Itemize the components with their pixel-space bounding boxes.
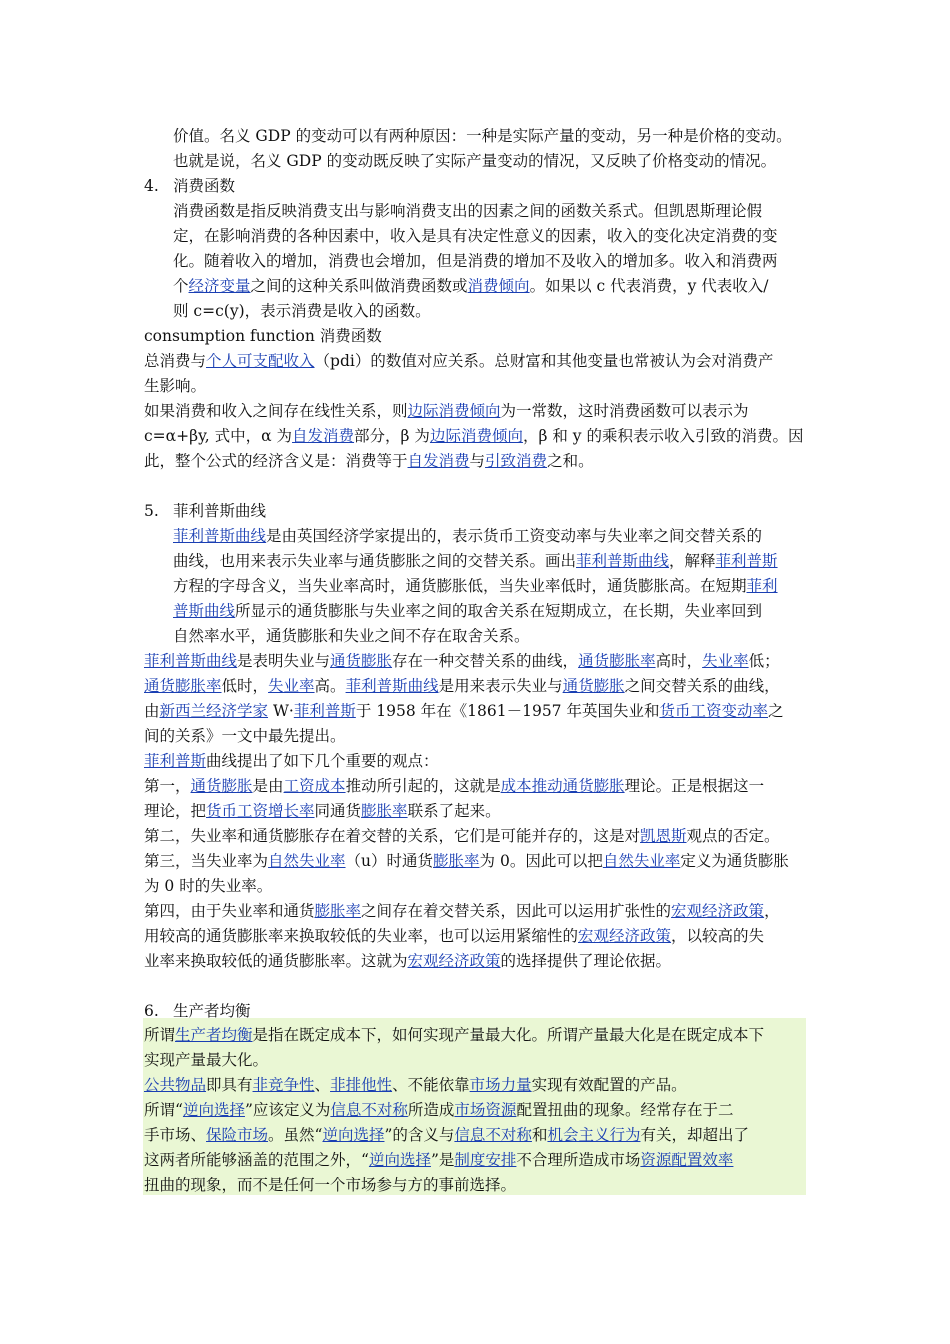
hyperlink[interactable]: 非排他性: [330, 1076, 393, 1094]
text-segment: ，以较高的失: [671, 927, 765, 945]
text-line: [144, 349, 773, 374]
text-segment: 是指在既定成本下，如何实现产量最大化。所谓产量最大化是在既定成本下: [252, 1026, 765, 1044]
text-segment: 第一，: [144, 777, 191, 795]
hyperlink[interactable]: 通货膨胀率: [144, 677, 222, 695]
text-segment: ，β 和 y 的乘积表示收入引致的消费。因: [522, 427, 804, 445]
text-segment: 不合理所造成市场: [516, 1151, 641, 1169]
text-line: [144, 874, 272, 899]
text-segment: 之: [767, 702, 784, 720]
text-line: [144, 949, 671, 974]
hyperlink[interactable]: 自发消费: [407, 452, 470, 470]
text-line: [173, 249, 778, 274]
text-segment: 。虽然“: [268, 1126, 323, 1144]
text-segment: 是由英国经济学家提出的，表示货币工资变动率与失业率之间交替关系的: [266, 527, 763, 545]
hyperlink[interactable]: 菲利普斯: [715, 552, 778, 570]
hyperlink[interactable]: 自发消费: [292, 427, 355, 445]
text-segment: （pdi）的数值对应关系。总财富和其他变量也常被认为会对消费产: [314, 352, 774, 370]
hyperlink[interactable]: 膨胀率: [433, 852, 480, 870]
hyperlink[interactable]: 逆向选择: [182, 1101, 245, 1119]
text-segment: 和: [531, 1126, 548, 1144]
text-segment: 联系了起来。: [407, 802, 501, 820]
text-segment: 所谓“: [144, 1101, 183, 1119]
text-segment: 于 1958 年在《1861－1957 年英国失业和: [355, 702, 660, 720]
hyperlink[interactable]: 信息不对称: [454, 1126, 532, 1144]
text-segment: 生影响。: [144, 377, 207, 395]
hyperlink[interactable]: 失业率: [702, 652, 749, 670]
text-segment: ”的含义与: [384, 1126, 455, 1144]
text-segment: （u）时通货: [345, 852, 434, 870]
text-segment: 曲线提出了如下几个重要的观点：: [206, 752, 439, 770]
text-segment: 、: [314, 1076, 331, 1094]
text-segment: 低时，: [221, 677, 269, 695]
text-segment: 为 0 时的失业率。: [144, 877, 273, 895]
text-segment: 6.: [144, 1002, 159, 1020]
text-segment: 配置扭曲的现象。经常存在于二: [516, 1101, 734, 1119]
hyperlink[interactable]: 宏观经济政策: [407, 952, 501, 970]
text-segment: 此，整个公式的经济含义是：消费等于: [144, 452, 408, 470]
hyperlink[interactable]: 货币工资增长率: [206, 802, 315, 820]
hyperlink[interactable]: 凯恩斯: [640, 827, 687, 845]
text-segment: 也就是说，名义 GDP 的变动既反映了实际产量变动的情况，又反映了价格变动的情况。: [173, 152, 777, 170]
hyperlink[interactable]: 膨胀率: [314, 902, 362, 920]
text-segment: 第四，由于失业率和通货: [144, 902, 315, 920]
hyperlink[interactable]: 非竞争性: [252, 1076, 315, 1094]
text-segment: 有关，却超出了: [640, 1126, 749, 1144]
text-line: [144, 1073, 687, 1098]
text-line: [173, 524, 762, 549]
hyperlink[interactable]: 菲利普斯曲线: [345, 677, 439, 695]
text-line: [144, 699, 784, 724]
text-segment: 所造成: [407, 1101, 455, 1119]
text-segment: 部分，β 为: [354, 427, 430, 445]
text-segment: 推动所引起的，这就是: [345, 777, 501, 795]
text-segment: 4.: [144, 177, 159, 195]
text-line: [144, 824, 780, 849]
text-segment: 存在一种交替关系的曲线，: [392, 652, 579, 670]
text-segment: 第二，失业率和通货膨胀存在着交替的关系，它们是可能并存的，这是对: [144, 827, 641, 845]
hyperlink[interactable]: 工资成本: [283, 777, 346, 795]
text-segment: 总消费与: [144, 352, 207, 370]
text-line: [144, 1048, 268, 1073]
text-segment: 间的关系》一文中最先提出。: [144, 727, 346, 745]
hyperlink[interactable]: 菲利普斯: [144, 752, 207, 770]
text-segment: 业率来换取较低的通货膨胀率。这就为: [144, 952, 408, 970]
text-segment: ”应该定义为: [244, 1101, 331, 1119]
hyperlink[interactable]: 通货膨胀: [562, 677, 625, 695]
text-segment: 消费函数: [173, 177, 236, 195]
text-segment: consumption function 消费函数: [144, 327, 382, 345]
text-line: [173, 199, 762, 224]
hyperlink[interactable]: 市场力量: [469, 1076, 532, 1094]
hyperlink[interactable]: 菲利普斯曲线: [173, 527, 267, 545]
text-line: [144, 849, 789, 874]
hyperlink[interactable]: 市场资源: [454, 1101, 517, 1119]
text-segment: ，解释: [669, 552, 716, 570]
text-segment: 的选择提供了理论依据。: [500, 952, 672, 970]
text-segment: 是由: [252, 777, 284, 795]
hyperlink[interactable]: 自然失业率: [602, 852, 681, 870]
text-segment: 曲线，也用来表示失业率与通货膨胀之间的交替关系。画出: [173, 552, 577, 570]
hyperlink[interactable]: 菲利普斯曲线: [576, 552, 670, 570]
text-segment: 5.: [144, 502, 159, 520]
text-segment: 实现有效配置的产品。: [531, 1076, 687, 1094]
hyperlink[interactable]: 宏观经济政策: [578, 927, 672, 945]
hyperlink[interactable]: 成本推动通货膨胀: [500, 777, 625, 795]
hyperlink[interactable]: 新西兰经济学家: [159, 702, 269, 720]
text-line: [173, 549, 778, 574]
hyperlink[interactable]: 逆向选择: [368, 1151, 431, 1169]
hyperlink[interactable]: 普斯曲线: [173, 602, 236, 620]
text-line: [144, 449, 594, 474]
text-segment: 消费函数是指反映消费支出与影响消费支出的因素之间的函数关系式。但凯恩斯理论假: [173, 202, 763, 220]
text-segment: 第三，当失业率为: [144, 852, 269, 870]
text-segment: 与: [469, 452, 486, 470]
text-segment: 低；: [748, 652, 780, 670]
text-line: [173, 274, 769, 299]
hyperlink[interactable]: 菲利普斯: [293, 702, 356, 720]
hyperlink[interactable]: 制度安排: [454, 1151, 517, 1169]
text-segment: 所谓: [144, 1026, 176, 1044]
text-line: [144, 774, 764, 799]
text-segment: 化。随着收入的增加，消费也会增加，但是消费的增加不及收入的增加多。收入和消费两: [173, 252, 778, 270]
text-line: [144, 749, 439, 774]
text-segment: 高。: [314, 677, 346, 695]
hyperlink[interactable]: 个人可支配收入: [206, 352, 315, 370]
text-segment: 生产者均衡: [173, 1002, 251, 1020]
text-segment: 。如果以 c 代表消费，y 代表收入/: [529, 277, 769, 295]
section-heading: [173, 499, 266, 524]
hyperlink[interactable]: 引致消费: [485, 452, 548, 470]
text-segment: 自然率水平，通货膨胀和失业之间不存在取舍关系。: [173, 627, 530, 645]
text-segment: c=α+βy, 式中，α 为: [144, 427, 293, 445]
text-line: [144, 1148, 733, 1173]
text-segment: 方程的字母含义，当失业率高时，通货膨胀低，当失业率低时，通货膨胀高。在短期: [173, 577, 747, 595]
text-line: [173, 599, 762, 624]
hyperlink[interactable]: 公共物品: [144, 1076, 207, 1094]
hyperlink[interactable]: 生产者均衡: [175, 1026, 253, 1044]
text-line: [144, 649, 780, 674]
text-line: [144, 424, 803, 449]
text-line: [173, 624, 530, 649]
text-line: [144, 924, 764, 949]
text-segment: 观点的否定。: [686, 827, 780, 845]
hyperlink[interactable]: 经济变量: [188, 277, 251, 295]
text-line: [144, 1098, 733, 1123]
text-segment: ”是: [430, 1151, 455, 1169]
text-segment: 之间存在着交替关系，因此可以运用扩张性的: [361, 902, 672, 920]
hyperlink[interactable]: 菲利: [746, 577, 778, 595]
text-line: [144, 374, 206, 399]
text-segment: 价值。名义 GDP 的变动可以有两种原因：一种是实际产量的变动，另一种是价格的变动。: [173, 127, 792, 145]
text-line: [144, 674, 780, 699]
hyperlink[interactable]: 宏观经济政策: [671, 902, 765, 920]
text-segment: 如果消费和收入之间存在线性关系，则: [144, 402, 408, 420]
text-segment: 同通货: [314, 802, 362, 820]
text-segment: 是表明失业与: [237, 652, 331, 670]
text-segment: ，: [764, 902, 780, 920]
text-segment: 实现产量最大化。: [144, 1051, 269, 1069]
hyperlink[interactable]: 边际消费倾向: [407, 402, 501, 420]
text-segment: 所显示的通货膨胀与失业率之间的取舍关系在短期成立，在长期，失业率回到: [235, 602, 763, 620]
text-line: [144, 1173, 516, 1198]
text-line: [173, 224, 778, 249]
hyperlink[interactable]: 机会主义行为: [547, 1126, 641, 1144]
hyperlink[interactable]: 消费倾向: [467, 277, 530, 295]
text-segment: W·: [268, 702, 294, 720]
text-segment: 手市场、: [144, 1126, 207, 1144]
text-line: [144, 899, 780, 924]
hyperlink[interactable]: 膨胀率: [361, 802, 408, 820]
text-segment: 之和。: [547, 452, 594, 470]
text-segment: 之间交替关系的曲线，: [624, 677, 780, 695]
hyperlink[interactable]: 边际消费倾向: [429, 427, 523, 445]
text-segment: 个: [173, 277, 189, 295]
text-segment: 为一常数，这时消费函数可以表示为: [500, 402, 749, 420]
text-segment: 用较高的通货膨胀率来换取较低的失业率，也可以运用紧缩性的: [144, 927, 579, 945]
text-segment: 、不能依靠: [392, 1076, 470, 1094]
hyperlink[interactable]: 自然失业率: [268, 852, 346, 870]
text-segment: 即具有: [206, 1076, 253, 1094]
text-line: [173, 574, 778, 599]
text-line: [173, 299, 431, 324]
text-segment: 菲利普斯曲线: [173, 502, 267, 520]
hyperlink[interactable]: 保险市场: [206, 1126, 269, 1144]
text-segment: 理论。正是根据这一: [624, 777, 765, 795]
text-segment: 这两者所能够涵盖的范围之外，“: [144, 1151, 369, 1169]
text-segment: 定，在影响消费的各种因素中，收入是具有决定性意义的因素，收入的变化决定消费的变: [173, 227, 778, 245]
hyperlink[interactable]: 信息不对称: [330, 1101, 408, 1119]
hyperlink[interactable]: 货币工资变动率: [659, 702, 768, 720]
text-line: [144, 799, 501, 824]
list-number: [144, 499, 159, 524]
text-line: [144, 1023, 764, 1048]
text-segment: 扭曲的现象，而不是任何一个市场参与方的事前选择。: [144, 1176, 517, 1194]
list-number: [144, 174, 159, 199]
hyperlink[interactable]: 通货膨胀: [190, 777, 253, 795]
hyperlink[interactable]: 菲利普斯曲线: [144, 652, 238, 670]
text-segment: 之间的这种关系叫做消费函数或: [250, 277, 468, 295]
section-heading: [173, 174, 235, 199]
hyperlink[interactable]: 通货膨胀: [330, 652, 393, 670]
hyperlink[interactable]: 资源配置效率: [640, 1151, 734, 1169]
hyperlink[interactable]: 失业率: [268, 677, 315, 695]
list-number: [144, 999, 159, 1024]
hyperlink[interactable]: 通货膨胀率: [578, 652, 656, 670]
text-line: [173, 124, 792, 149]
text-segment: 则 c=c(y)，表示消费是收入的函数。: [173, 302, 431, 320]
text-segment: 高时，: [655, 652, 703, 670]
text-segment: 定义为通货膨胀: [680, 852, 789, 870]
text-line: [144, 724, 346, 749]
text-line: [144, 1123, 749, 1148]
section-heading: [173, 999, 251, 1024]
text-segment: 由: [144, 702, 160, 720]
hyperlink[interactable]: 逆向选择: [322, 1126, 385, 1144]
text-segment: 为 0。因此可以把: [479, 852, 603, 870]
text-line: [144, 324, 382, 349]
text-line: [173, 149, 776, 174]
text-line: [144, 399, 749, 424]
text-segment: 是用来表示失业与: [438, 677, 563, 695]
text-segment: 理论，把: [144, 802, 207, 820]
